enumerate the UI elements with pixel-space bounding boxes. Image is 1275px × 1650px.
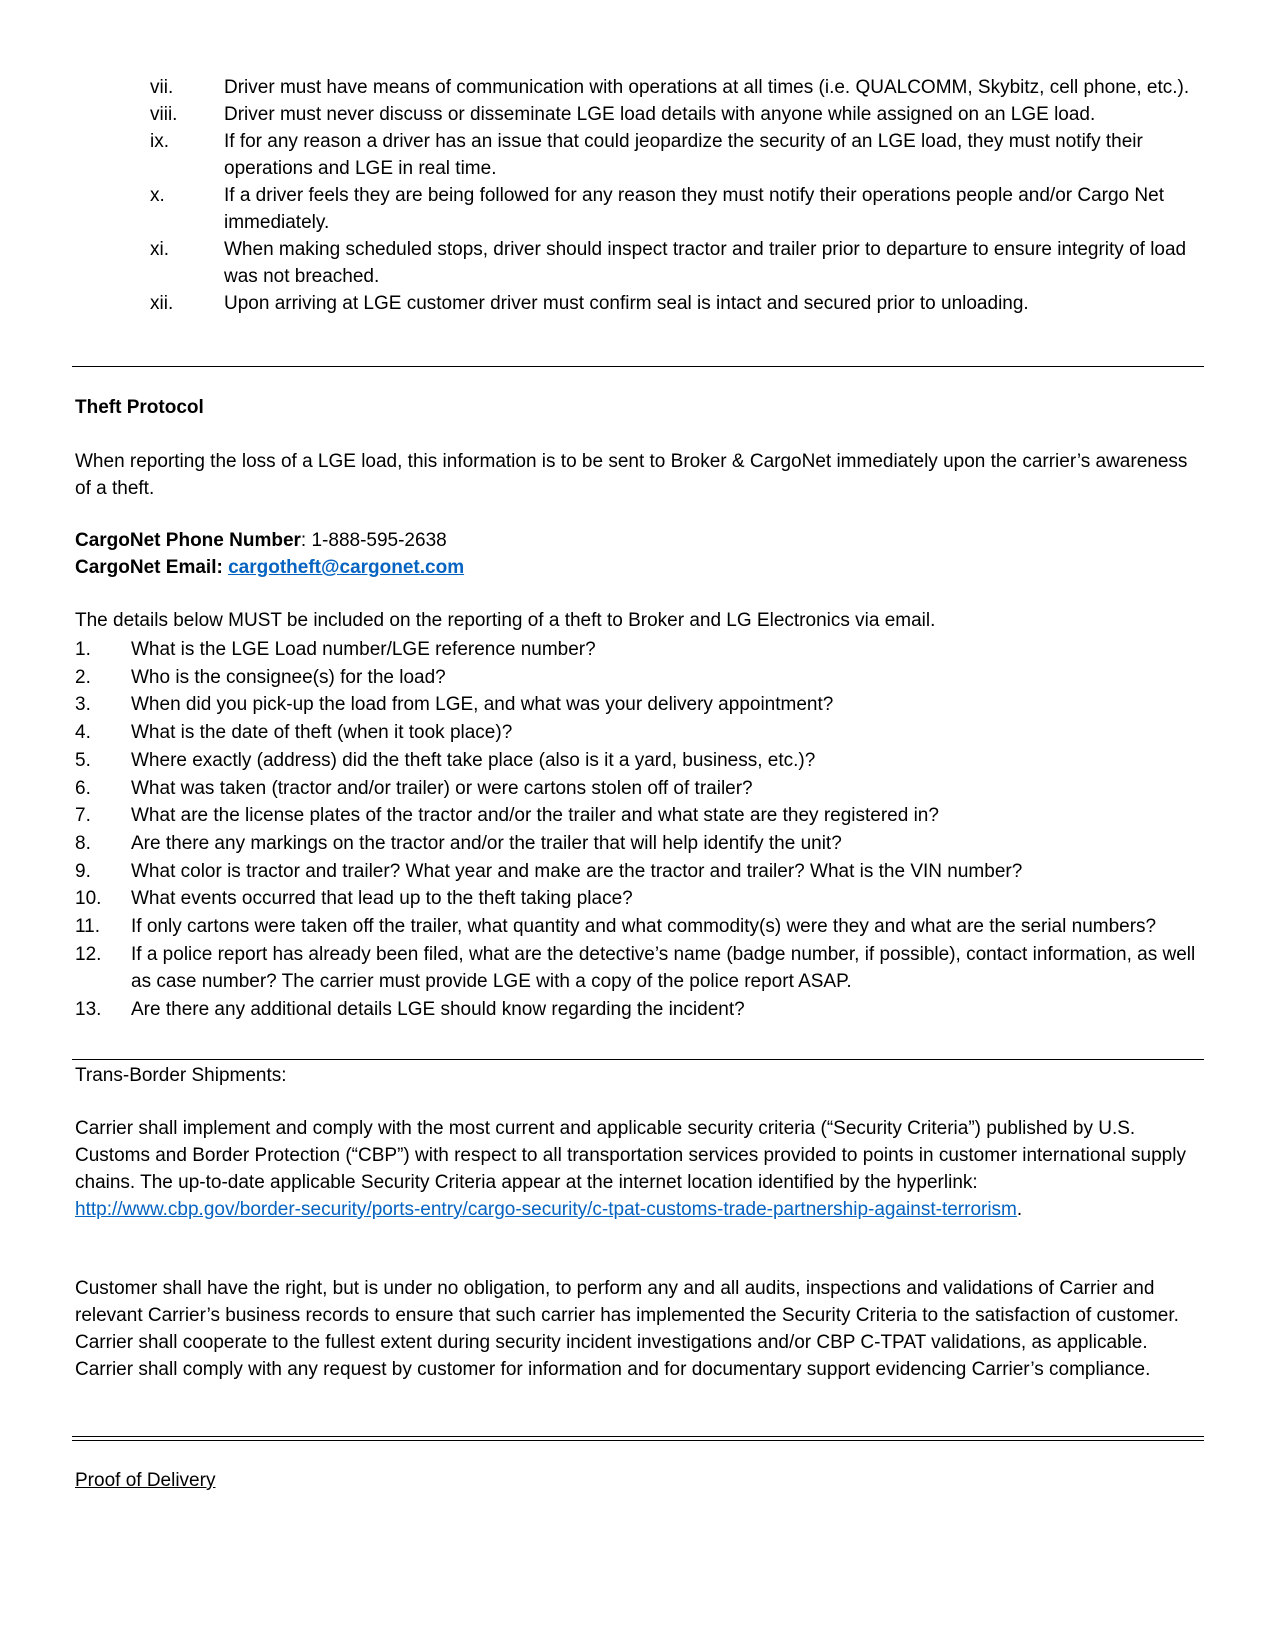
question-number: 13.: [75, 999, 102, 1021]
step-number: vii.: [150, 77, 174, 98]
theft-question-item: [0, 996, 1275, 1024]
email-label: CargoNet Email:: [75, 557, 223, 578]
theft-protocol-heading: Theft Protocol: [75, 397, 204, 418]
question-number: 5.: [75, 749, 91, 771]
theft-question-item: [0, 691, 1275, 719]
cargonet-email-link[interactable]: cargotheft@cargonet.com: [228, 557, 465, 578]
double-section-divider: [72, 1436, 1204, 1441]
step-number: x.: [150, 185, 165, 206]
step-number: xi.: [150, 239, 169, 260]
proof-of-delivery-heading: Proof of Delivery: [75, 1470, 216, 1491]
theft-intro-paragraph: When reporting the loss of a LGE load, this information is to be sent to Broker & CargoNet immediately upon the carrier’s awareness of a theft.: [75, 451, 1188, 499]
theft-question-item: [0, 941, 1275, 996]
theft-question-item: [0, 858, 1275, 886]
question-text: What was taken (tractor and/or trailer) or were cartons stolen off of trailer?: [131, 777, 753, 799]
trans-border-text: Carrier shall implement and comply with the most current and applicable security criteria (“Security Criteria”) published by U.S. Customs and Border Protection (“CBP”) with respect to all transportation services provided to points in customer international supply chains. The up-to-date applicable Security Criteria appear at the internet location identified by the hyperlink:: [75, 1118, 1186, 1193]
security-step-item: [0, 236, 1275, 290]
cargonet-email-line: [75, 554, 1205, 581]
step-text: Upon arriving at LGE customer driver must confirm seal is intact and secured prior to unloading.: [224, 293, 1029, 314]
question-number: 9.: [75, 860, 91, 882]
question-text: Who is the consignee(s) for the load?: [131, 666, 446, 688]
question-number: 12.: [75, 943, 102, 965]
section-divider: [72, 366, 1204, 367]
cargonet-phone-line: [75, 527, 1205, 554]
question-text: What color is tractor and trailer? What year and make are the tractor and trailer? What is the VIN number?: [131, 860, 1023, 882]
question-number: 2.: [75, 666, 91, 688]
security-step-item: [0, 101, 1275, 128]
step-text: Driver must never discuss or disseminate LGE load details with anyone while assigned on an LGE load.: [224, 104, 1096, 125]
question-text: Are there any markings on the tractor and/or the trailer that will help identify the unit?: [131, 832, 842, 854]
question-text: If a police report has already been filed, what are the detective’s name (badge number, if possible), contact information, as well as case number? The carrier must provide LGE with a copy of the police report ASAP.: [131, 943, 1196, 993]
question-number: 8.: [75, 832, 91, 854]
theft-question-item: [0, 802, 1275, 830]
step-number: ix.: [150, 131, 169, 152]
step-text: If a driver feels they are being followed for any reason they must notify their operations people and/or Cargo Net immediately.: [224, 185, 1164, 233]
step-text: If for any reason a driver has an issue that could jeopardize the security of an LGE load, they must notify their operations and LGE in real time.: [224, 131, 1143, 179]
theft-question-item: [0, 913, 1275, 941]
trans-border-paragraph-2: Customer shall have the right, but is under no obligation, to perform any and all audits, inspections and validations of Carrier and relevant Carrier’s business records to ensure that such carrier has implemented the Security Criteria to the satisfaction of customer. Carrier shall cooperate to the fullest extent during security incident investigations and/or CBP C-TPAT validations, as applicable. Carrier shall comply with any request by customer for information and for documentary support evidencing Carrier’s compliance.: [75, 1278, 1179, 1380]
question-text: If only cartons were taken off the trailer, what quantity and what commodity(s) were they and what are the serial numbers?: [131, 916, 1157, 938]
theft-question-item: [0, 636, 1275, 664]
section-divider: [72, 1059, 1204, 1060]
step-number: viii.: [150, 104, 178, 125]
theft-question-item: [0, 775, 1275, 803]
step-number: xii.: [150, 293, 174, 314]
theft-question-item: [0, 664, 1275, 692]
security-step-item: [0, 182, 1275, 236]
phone-label: CargoNet Phone Number: [75, 530, 301, 551]
question-text: What are the license plates of the tractor and/or the trailer and what state are they registered in?: [131, 805, 939, 827]
trans-border-heading: Trans-Border Shipments:: [75, 1065, 287, 1086]
details-intro: The details below MUST be included on the reporting of a theft to Broker and LG Electronics via email.: [75, 610, 936, 631]
question-text: What is the LGE Load number/LGE reference number?: [131, 639, 596, 660]
question-number: 7.: [75, 805, 91, 827]
theft-question-item: [0, 830, 1275, 858]
step-text: Driver must have means of communication with operations at all times (i.e. QUALCOMM, Skybitz, cell phone, etc.).: [224, 77, 1190, 98]
question-number: 4.: [75, 722, 91, 744]
phone-value: : 1-888-595-2638: [300, 530, 447, 551]
question-number: 6.: [75, 777, 91, 799]
security-step-item: [0, 128, 1275, 182]
step-text: When making scheduled stops, driver should inspect tractor and trailer prior to departure to ensure integrity of load was not breached.: [224, 239, 1187, 287]
cbp-ctpat-link[interactable]: http://www.cbp.gov/border-security/ports-entry/cargo-security/c-tpat-customs-trade-partnership-against-terrorism: [75, 1199, 1017, 1220]
question-text: Are there any additional details LGE should know regarding the incident?: [131, 999, 745, 1021]
trans-border-paragraph-1: [75, 1115, 1205, 1223]
question-text: When did you pick-up the load from LGE, and what was your delivery appointment?: [131, 694, 834, 716]
security-step-item: [0, 290, 1275, 317]
question-text: What events occurred that lead up to the theft taking place?: [131, 888, 633, 910]
security-step-item: [0, 74, 1275, 101]
question-number: 11.: [75, 916, 101, 938]
theft-question-item: [0, 719, 1275, 747]
theft-question-item: [0, 885, 1275, 913]
question-number: 10.: [75, 888, 102, 910]
question-number: 1.: [75, 639, 91, 660]
question-text: What is the date of theft (when it took place)?: [131, 722, 513, 744]
security-steps-list: [0, 74, 1275, 317]
trans-border-period: .: [1016, 1199, 1023, 1220]
question-number: 3.: [75, 694, 91, 716]
theft-question-item: [0, 747, 1275, 775]
theft-questions-list: [0, 636, 1275, 1024]
question-text: Where exactly (address) did the theft take place (also is it a yard, business, etc.)?: [131, 749, 816, 771]
